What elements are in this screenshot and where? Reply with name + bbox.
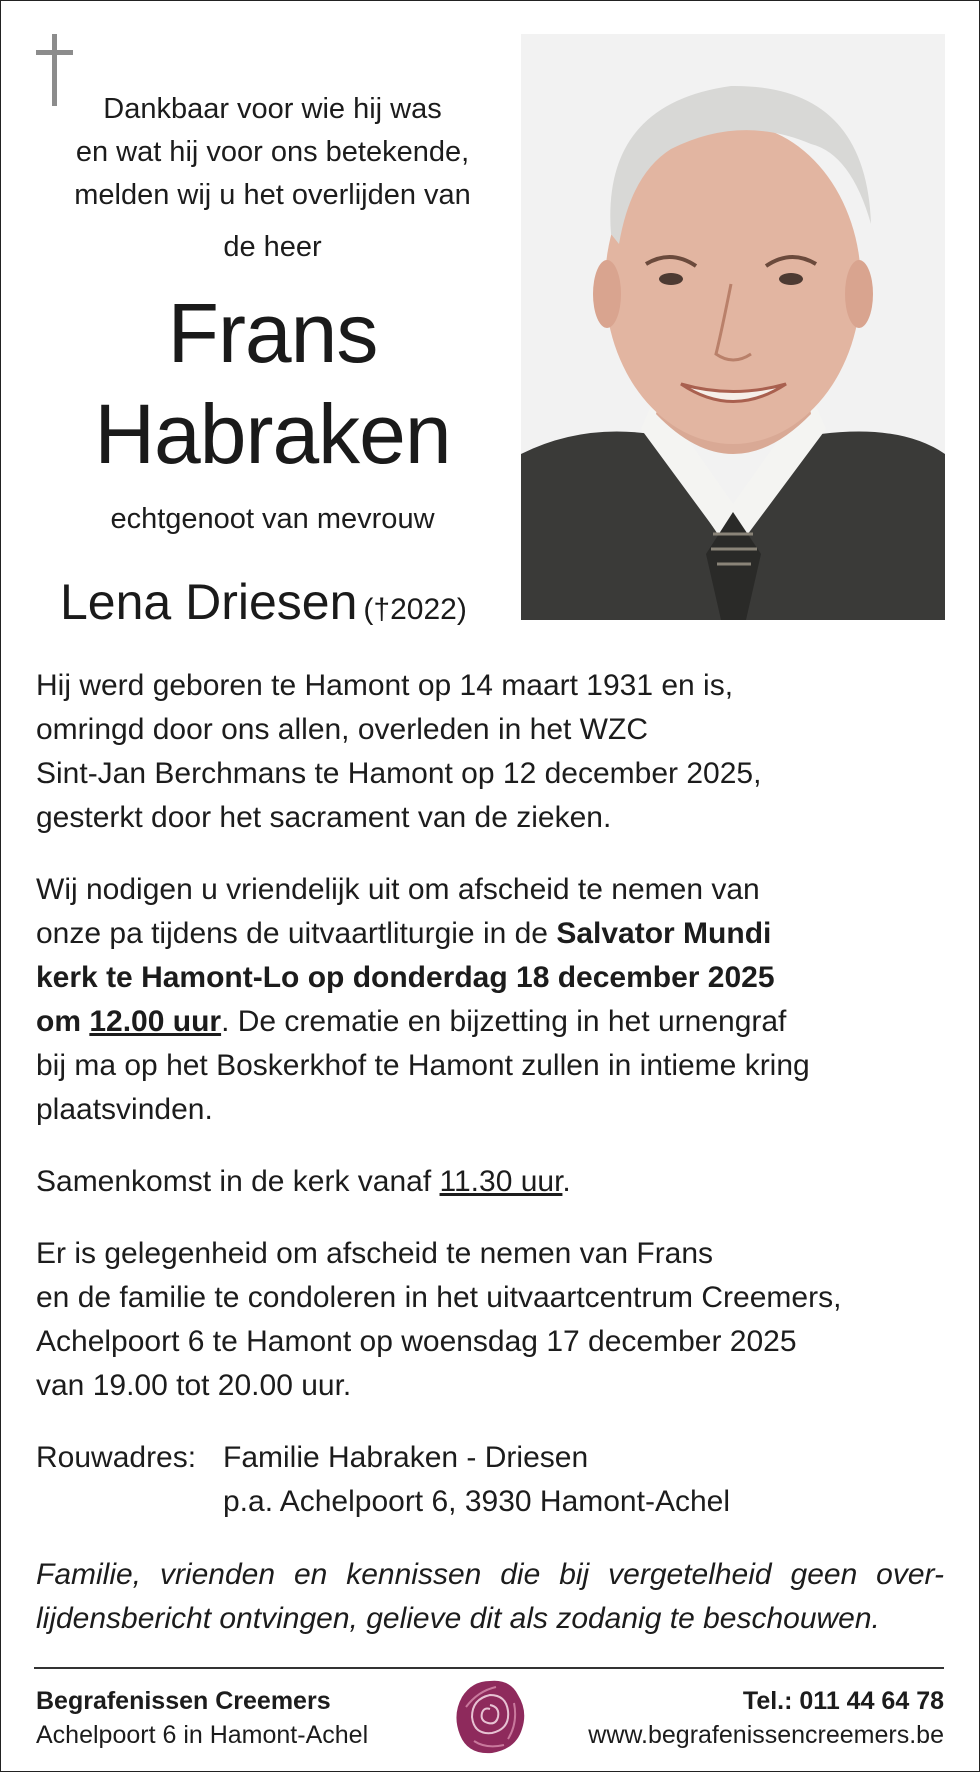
para-birth-line-2: omringd door ons allen, overleden in het WZC bbox=[36, 713, 648, 746]
company-phone: Tel.: 011 44 64 78 bbox=[742, 1687, 944, 1715]
address-line-2: p.a. Achelpoort 6, 3930 Hamont-Achel bbox=[223, 1485, 730, 1518]
para-condolence-line-2: en de familie te condoleren in het uitvaartcentrum Creemers, bbox=[36, 1281, 842, 1314]
gathering-time: 11.30 uur bbox=[439, 1165, 563, 1198]
para-birth-line-3: Sint-Jan Berchmans te Hamont op 12 december 2025, bbox=[36, 757, 762, 790]
spouse-intro: echtgenoot van mevrouw bbox=[110, 503, 435, 535]
para-birth-line-1: Hij werd geboren te Hamont op 14 maart 1931 en is, bbox=[36, 669, 734, 702]
company-name: Begrafenissen Creemers bbox=[36, 1687, 331, 1715]
para-birth-line-4: gesterkt door het sacrament van de zieken. bbox=[36, 801, 612, 834]
para-service-line-4: om 12.00 uur. De crematie en bijzetting in het urnengraf bbox=[36, 1005, 787, 1038]
deceased-first-name: Frans bbox=[167, 286, 378, 380]
address-label: Rouwadres: bbox=[36, 1441, 197, 1474]
notice-text bbox=[36, 1553, 944, 1641]
intro-line-3: melden wij u het overlijden van bbox=[74, 179, 471, 211]
intro-line-4: de heer bbox=[223, 231, 322, 263]
para-service-line-2: onze pa tijdens de uitvaartliturgie in de Salvator Mundi bbox=[36, 917, 772, 950]
intro-line-1: Dankbaar voor wie hij was bbox=[103, 93, 442, 125]
footer-divider bbox=[34, 1667, 944, 1669]
para-condolence-line-1: Er is gelegenheid om afscheid te nemen van Frans bbox=[36, 1237, 714, 1270]
address-line-1: Familie Habraken - Driesen bbox=[223, 1441, 589, 1474]
spouse-name: Lena Driesen bbox=[60, 574, 358, 630]
portrait-photo bbox=[521, 34, 945, 620]
para-service-line-5: bij ma op het Boskerkhof te Hamont zullen in intieme kring bbox=[36, 1049, 810, 1082]
para-service-line-1: Wij nodigen u vriendelijk uit om afscheid te nemen van bbox=[36, 873, 760, 906]
company-website[interactable]: www.begrafenissencreemers.be bbox=[588, 1721, 944, 1749]
deceased-last-name: Habraken bbox=[94, 387, 451, 481]
notice-line-1: Familie, vrienden en kennissen die bij vergetelheid geen over- bbox=[36, 1558, 944, 1591]
spouse-death-year: (†2022) bbox=[363, 593, 467, 626]
para-gathering: Samenkomst in de kerk vanaf 11.30 uur. bbox=[36, 1165, 571, 1198]
para-service-line-6: plaatsvinden. bbox=[36, 1093, 213, 1126]
service-time: 12.00 uur bbox=[89, 1005, 222, 1038]
church-name: Salvator Mundi bbox=[556, 917, 772, 950]
intro-line-2: en wat hij voor ons betekende, bbox=[75, 136, 470, 168]
notice-line-2: lijdensbericht ontvingen, gelieve dit als zodanig te beschouwen. bbox=[36, 1602, 880, 1635]
rose-logo-icon bbox=[452, 1677, 528, 1757]
para-condolence-line-4: van 19.00 tot 20.00 uur. bbox=[36, 1369, 352, 1402]
spouse-line bbox=[60, 572, 467, 640]
para-condolence-line-3: Achelpoort 6 te Hamont op woensdag 17 december 2025 bbox=[36, 1325, 797, 1358]
para-service-line-3: kerk te Hamont-Lo op donderdag 18 december 2025 bbox=[36, 961, 775, 994]
company-address: Achelpoort 6 in Hamont-Achel bbox=[36, 1721, 369, 1749]
